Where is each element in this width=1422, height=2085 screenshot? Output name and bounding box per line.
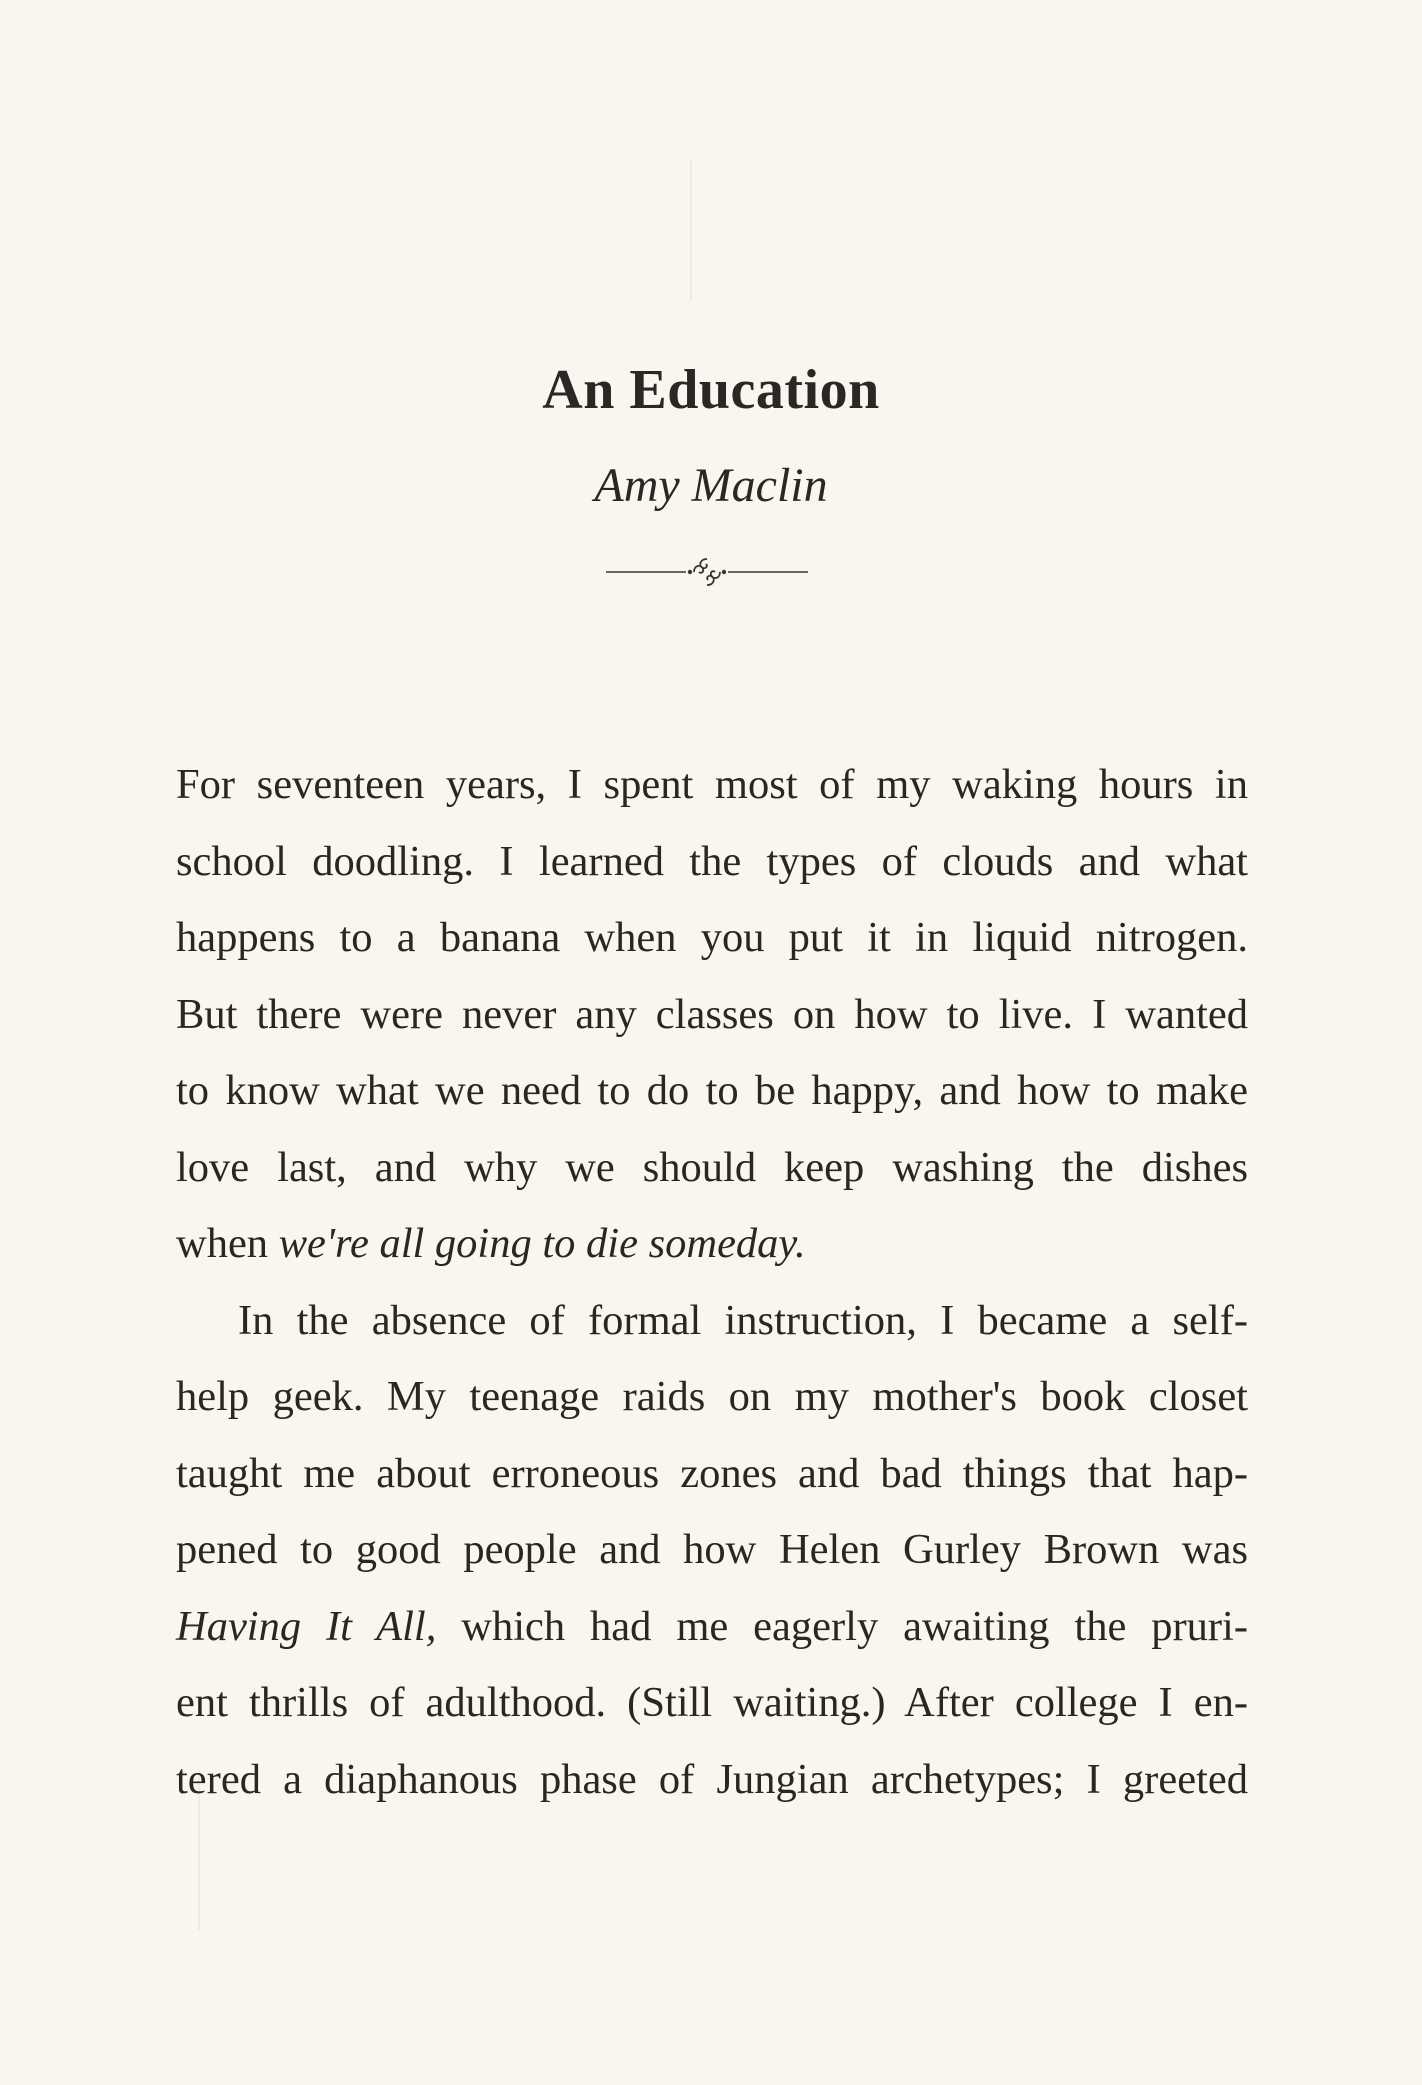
text-run: which had me eagerly awaiting the pruri- (436, 1602, 1248, 1650)
paragraph-1 (176, 747, 1248, 1283)
scan-mark (690, 160, 692, 300)
text-line: But there were never any classes on how to live. I wanted (176, 990, 1248, 1038)
paragraph-2 (176, 1283, 1248, 1819)
text-line: taught me about erroneous zones and bad things that hap- (176, 1449, 1248, 1497)
text-line: help geek. My teenage raids on my mother's book closet (176, 1373, 1248, 1420)
fleuron-divider-icon (604, 553, 810, 591)
author-name: Amy Maclin (594, 459, 828, 512)
text-run: when (176, 1220, 279, 1267)
text-line: love last, and why we should keep washing the dishes (176, 1143, 1248, 1191)
text-line: happens to a banana when you put it in liquid nitrogen. (176, 914, 1248, 961)
text-line (176, 1589, 1248, 1666)
body-text (176, 747, 1248, 1818)
text-line (176, 1283, 1248, 1360)
text-line: tered a diaphanous phase of Jungian archetypes; I greeted (176, 1755, 1248, 1803)
text-line: to know what we need to do to be happy, and how to make (176, 1067, 1248, 1114)
text-line: ent thrills of adulthood. (Still waiting.) After college I en- (176, 1679, 1248, 1726)
italic-phrase: we're all going to die someday. (278, 1220, 806, 1267)
book-title-italic: Having It All, (176, 1602, 437, 1650)
text-run: In the absence of formal instruction, I became a self- (238, 1296, 1248, 1344)
chapter-title: An Education (542, 359, 880, 421)
text-line: school doodling. I learned the types of clouds and what (176, 837, 1248, 885)
text-line (176, 1206, 1248, 1283)
text-line: pened to good people and how Helen Gurley Brown was (176, 1526, 1248, 1573)
text-line: For seventeen years, I spent most of my waking hours in (176, 761, 1248, 808)
